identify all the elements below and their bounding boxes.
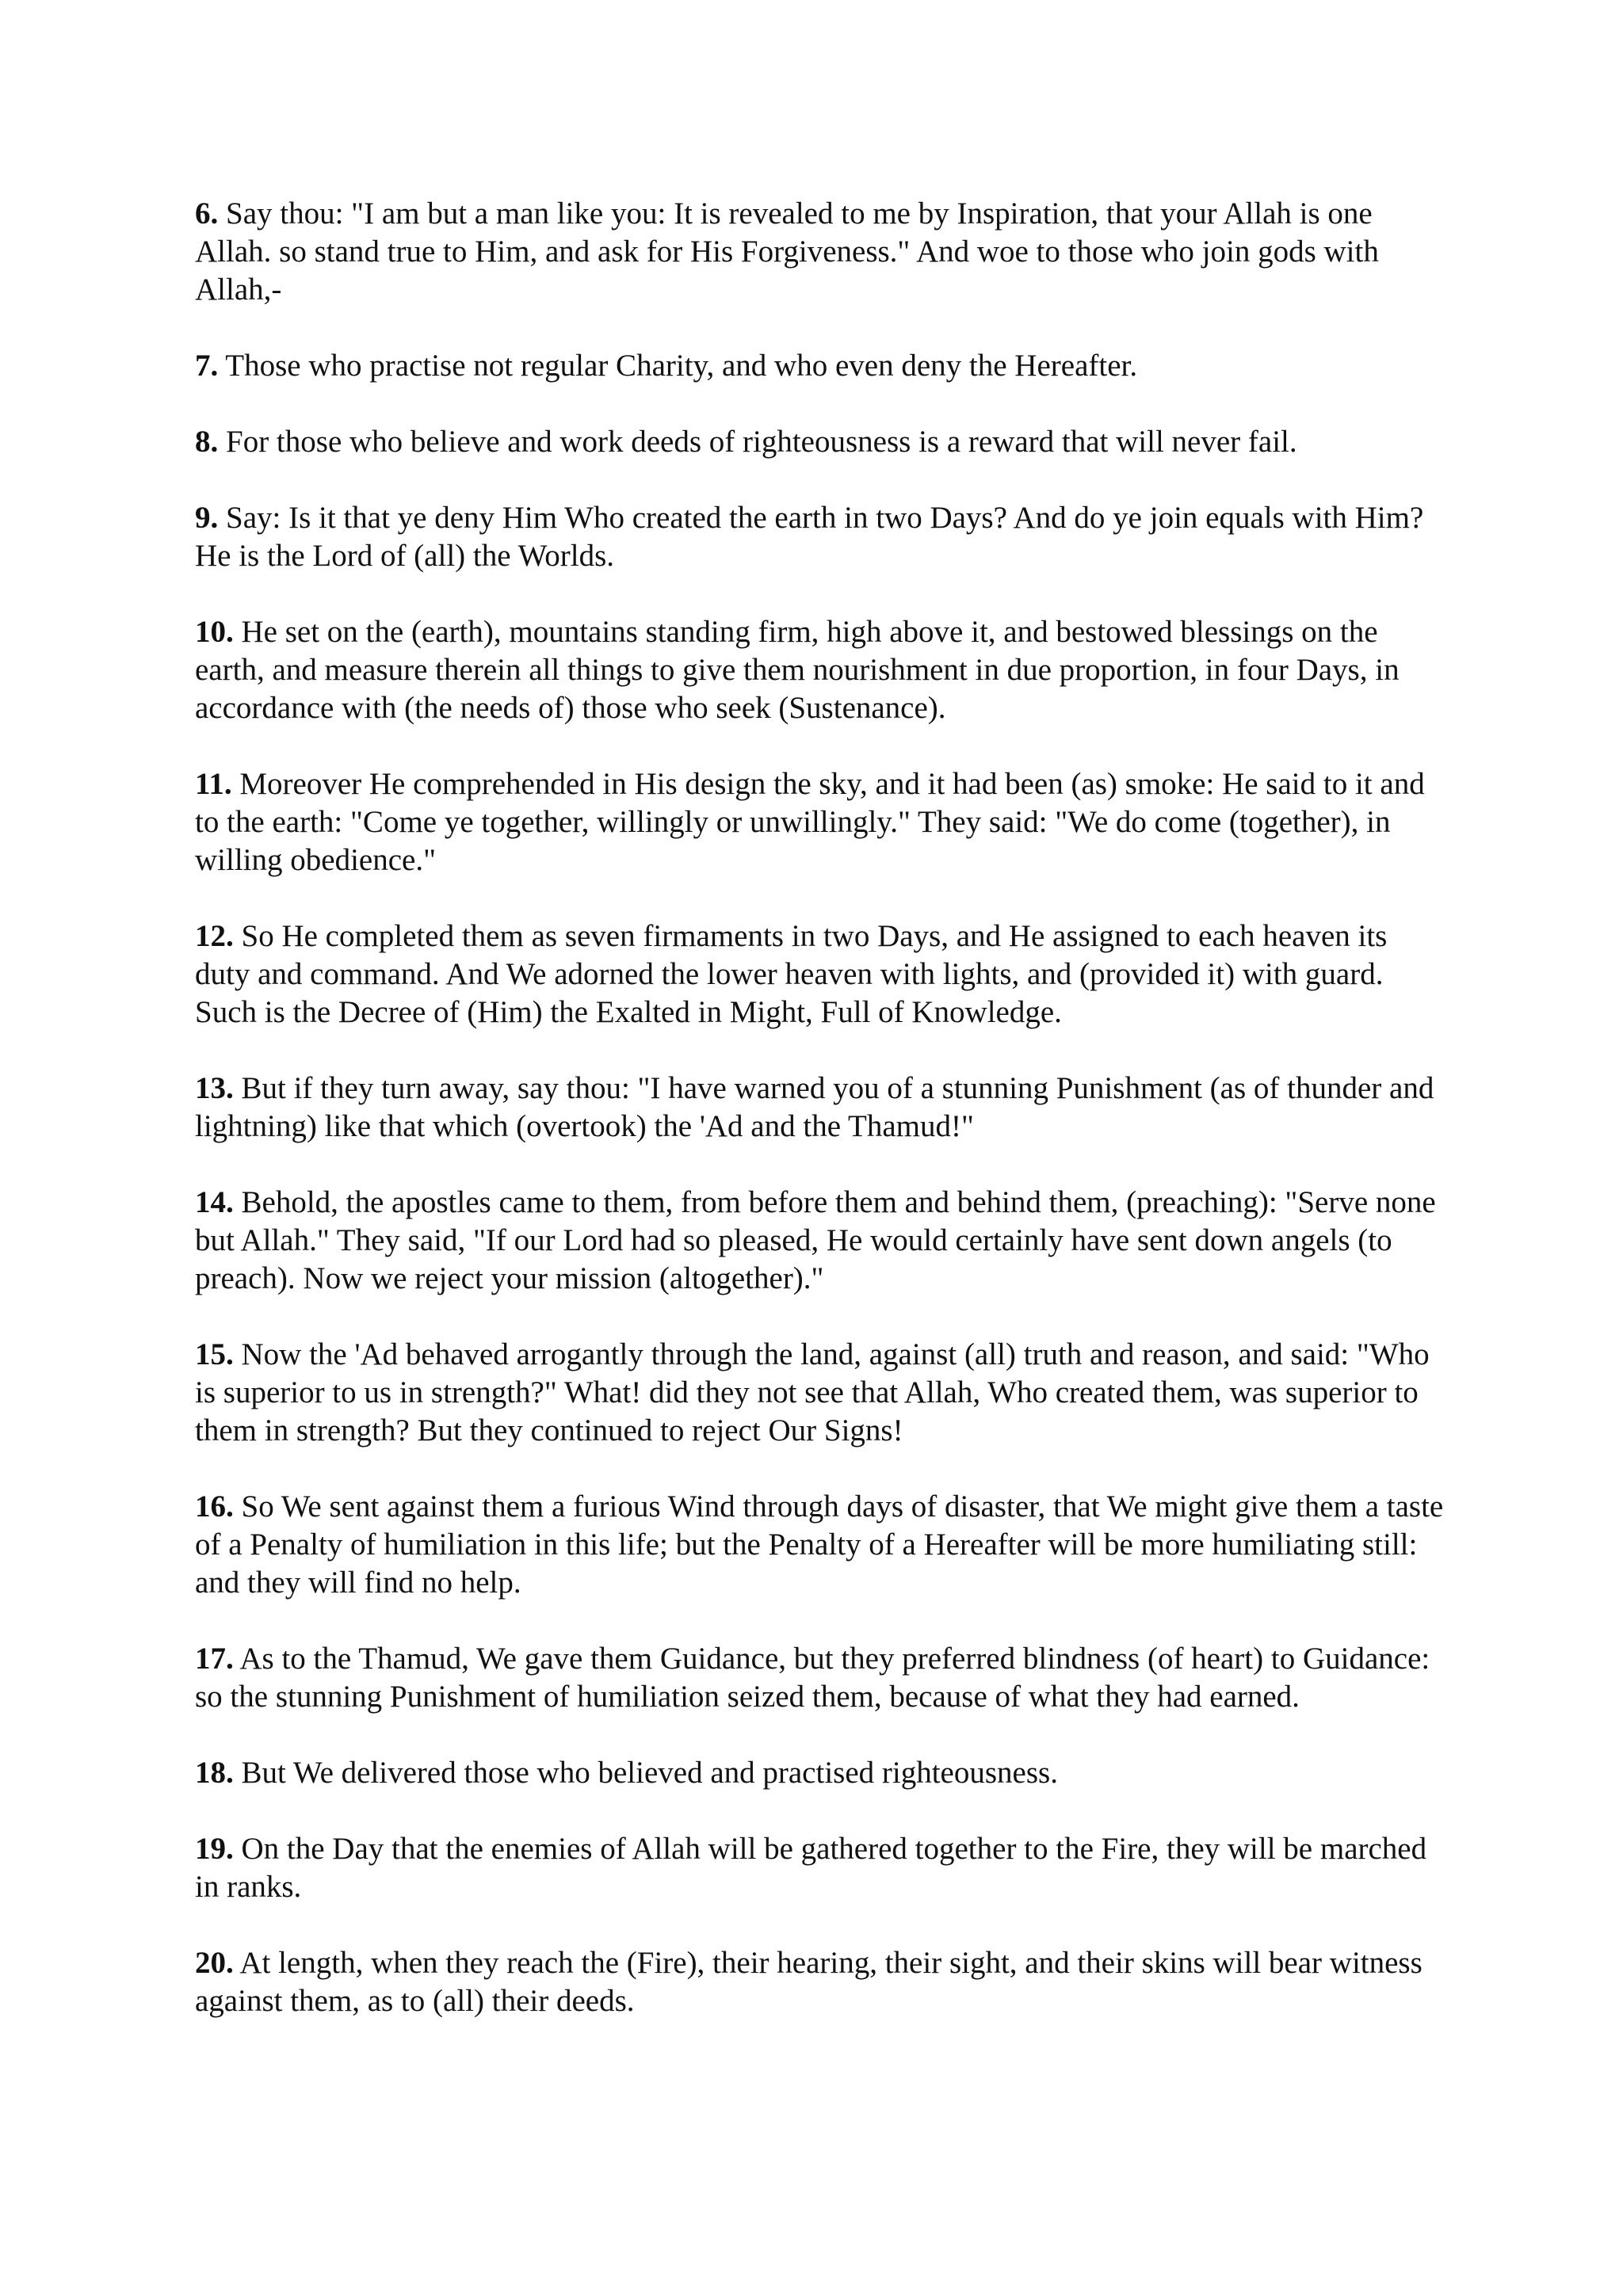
verse-14 xyxy=(195,1184,1447,1298)
verse-number: 19. xyxy=(195,1832,234,1866)
verse-text: So He completed them as seven firmaments in two Days, and He assigned to each heaven its duty and command. And We adorned the lower heaven with lights, and (provided it) with guard. Such is the Decree of (Him) the Exalted in Might, Full of Knowledge. xyxy=(195,919,1388,1029)
verse-9 xyxy=(195,499,1447,575)
verse-list xyxy=(195,195,1447,2058)
verse-6 xyxy=(195,195,1447,309)
verse-number: 8. xyxy=(195,425,219,459)
verse-7 xyxy=(195,347,1447,385)
verse-15 xyxy=(195,1336,1447,1450)
verse-text: Those who practise not regular Charity, and who even deny the Hereafter. xyxy=(218,349,1138,383)
verse-number: 14. xyxy=(195,1185,234,1219)
verse-text: Say thou: "I am but a man like you: It is revealed to me by Inspiration, that your Allah is one Allah. so stand true to Him, and ask for His Forgiveness." And woe to those who join gods with Allah,- xyxy=(195,196,1379,307)
verse-number: 9. xyxy=(195,501,219,535)
verse-text: As to the Thamud, We gave them Guidance, but they preferred blindness (of heart) to Guidance: so the stunning Punishment of humiliation seized them, because of what they had earned. xyxy=(195,1642,1430,1714)
verse-number: 7. xyxy=(195,349,219,383)
verse-19 xyxy=(195,1830,1447,1906)
verse-16 xyxy=(195,1488,1447,1602)
verse-10 xyxy=(195,613,1447,727)
verse-8 xyxy=(195,423,1447,461)
verse-13 xyxy=(195,1070,1447,1146)
verse-12 xyxy=(195,917,1447,1032)
verse-number: 16. xyxy=(195,1489,234,1524)
verse-text: Now the 'Ad behaved arrogantly through the land, against (all) truth and reason, and said: "Who is superior to us in strength?" What! did they not see that Allah, Who created them, was superior to them in strength? But they continued to reject Our Signs! xyxy=(195,1337,1430,1447)
verse-text: On the Day that the enemies of Allah will be gathered together to the Fire, they will be marched in ranks. xyxy=(195,1832,1427,1904)
verse-11 xyxy=(195,765,1447,879)
verse-number: 12. xyxy=(195,919,234,953)
verse-text: But We delivered those who believed and practised righteousness. xyxy=(233,1756,1058,1790)
verse-18 xyxy=(195,1754,1447,1792)
verse-text: He set on the (earth), mountains standing firm, high above it, and bestowed blessings on the earth, and measure therein all things to give them nourishment in due proportion, in four Days, in accordance with (the needs of) those who seek (Sustenance). xyxy=(195,615,1400,725)
verse-text: At length, when they reach the (Fire), their hearing, their sight, and their skins will bear witness against them, as to (all) their deeds. xyxy=(195,1946,1423,2018)
verse-text: Behold, the apostles came to them, from before them and behind them, (preaching): "Serve none but Allah." They said, "If our Lord had so pleased, He would certainly have sent down angels (to preach). Now we reject your mission (altogether)." xyxy=(195,1185,1436,1295)
verse-text: But if they turn away, say thou: "I have warned you of a stunning Punishment (as of thunder and lightning) like that which (overtook) the 'Ad and the Thamud!" xyxy=(195,1071,1434,1143)
verse-text: So We sent against them a furious Wind through days of disaster, that We might give them a taste of a Penalty of humiliation in this life; but the Penalty of a Hereafter will be more humiliating still: and they will find no help. xyxy=(195,1489,1444,1600)
verse-17 xyxy=(195,1640,1447,1716)
verse-number: 6. xyxy=(195,196,219,231)
verse-text: Moreover He comprehended in His design the sky, and it had been (as) smoke: He said to it and to the earth: "Come ye together, willingly or unwillingly." They said: "We do come (together), in willing obedience." xyxy=(195,767,1425,877)
verse-20 xyxy=(195,1944,1447,2020)
verse-number: 20. xyxy=(195,1946,234,1980)
verse-text: Say: Is it that ye deny Him Who created the earth in two Days? And do ye join equals with Him? He is the Lord of (all) the Worlds. xyxy=(195,501,1424,573)
verse-number: 10. xyxy=(195,615,234,649)
verse-number: 11. xyxy=(195,767,232,801)
verse-number: 17. xyxy=(195,1642,234,1676)
verse-number: 13. xyxy=(195,1071,234,1105)
verse-number: 15. xyxy=(195,1337,234,1371)
verse-number: 18. xyxy=(195,1756,234,1790)
verse-text: For those who believe and work deeds of righteousness is a reward that will never fail. xyxy=(218,425,1297,459)
